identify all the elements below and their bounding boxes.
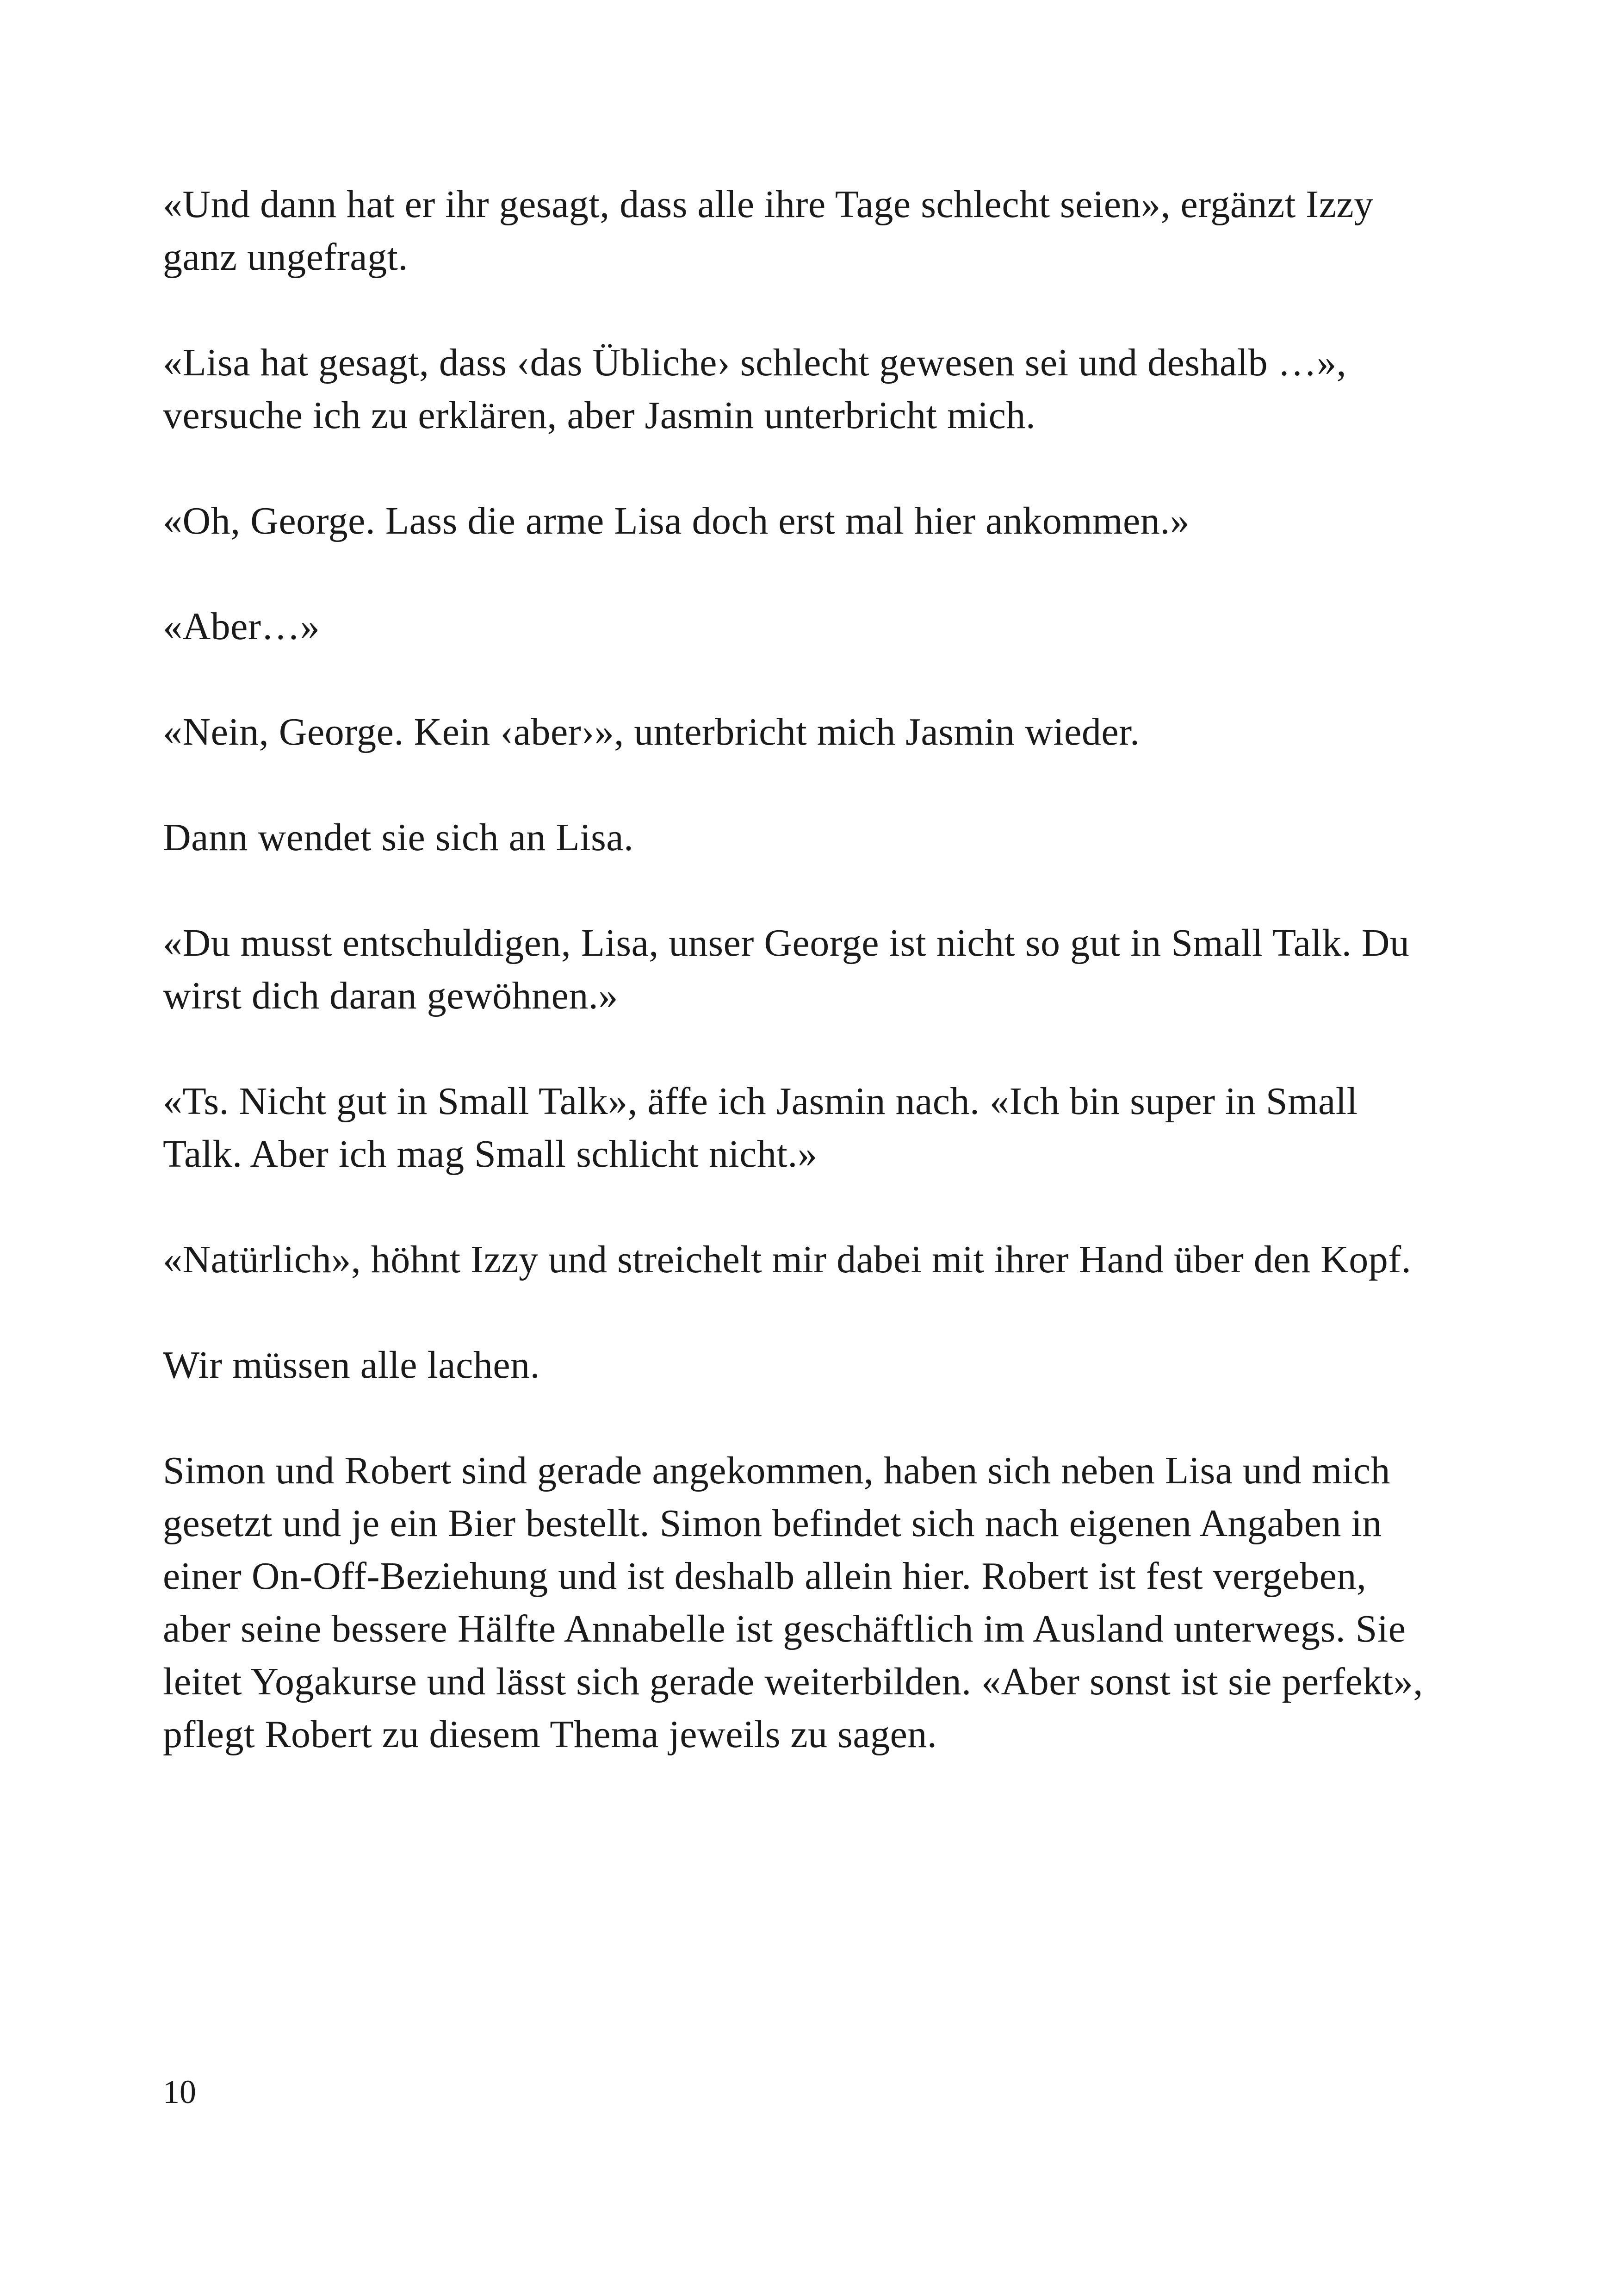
paragraph: «Du musst entschuldigen, Lisa, unser George ist nicht so gut in Small Talk. Du wirst dich daran gewöhnen.» [163, 921, 1410, 1017]
paragraph: «Oh, George. Lass die arme Lisa doch erst mal hier ankommen.» [163, 499, 1190, 542]
body-text [163, 178, 1440, 1761]
paragraph: «Natürlich», höhnt Izzy und streichelt mir dabei mit ihrer Hand über den Kopf. [163, 1238, 1412, 1281]
paragraph: Wir müssen alle lachen. [163, 1344, 540, 1387]
paragraph: Simon und Robert sind gerade angekommen, haben sich neben Lisa und mich gesetzt und je ein Bier bestellt. Simon befindet sich nach eigenen Angaben in einer On-Off-Beziehung und ist deshalb allein hier. Robert ist fest vergeben, aber seine bessere Hälfte Annabelle ist geschäftlich im Ausland unterwegs. Sie leitet Yogakurse und lässt sich gerade weiterbilden. «Aber sonst ist sie perfekt», pflegt Robert zu diesem Thema jeweils zu sagen. [163, 1449, 1423, 1756]
paragraph: «Lisa hat gesagt, dass ‹das Übliche› schlecht gewesen sei und deshalb …», versuche ich zu erklären, aber Jasmin unterbricht mich. [163, 341, 1347, 437]
page-number: 10 [163, 2073, 196, 2110]
paragraph: «Aber…» [163, 605, 320, 648]
paragraph: Dann wendet sie sich an Lisa. [163, 816, 634, 859]
paragraph: «Nein, George. Kein ‹aber›», unterbricht mich Jasmin wieder. [163, 710, 1140, 753]
paragraph: «Ts. Nicht gut in Small Talk», äffe ich Jasmin nach. «Ich bin super in Small Talk. Aber ich mag Small schlicht nicht.» [163, 1080, 1358, 1176]
paragraph: «Und dann hat er ihr gesagt, dass alle ihre Tage schlecht seien», ergänzt Izzy ganz ungefragt. [163, 183, 1374, 279]
